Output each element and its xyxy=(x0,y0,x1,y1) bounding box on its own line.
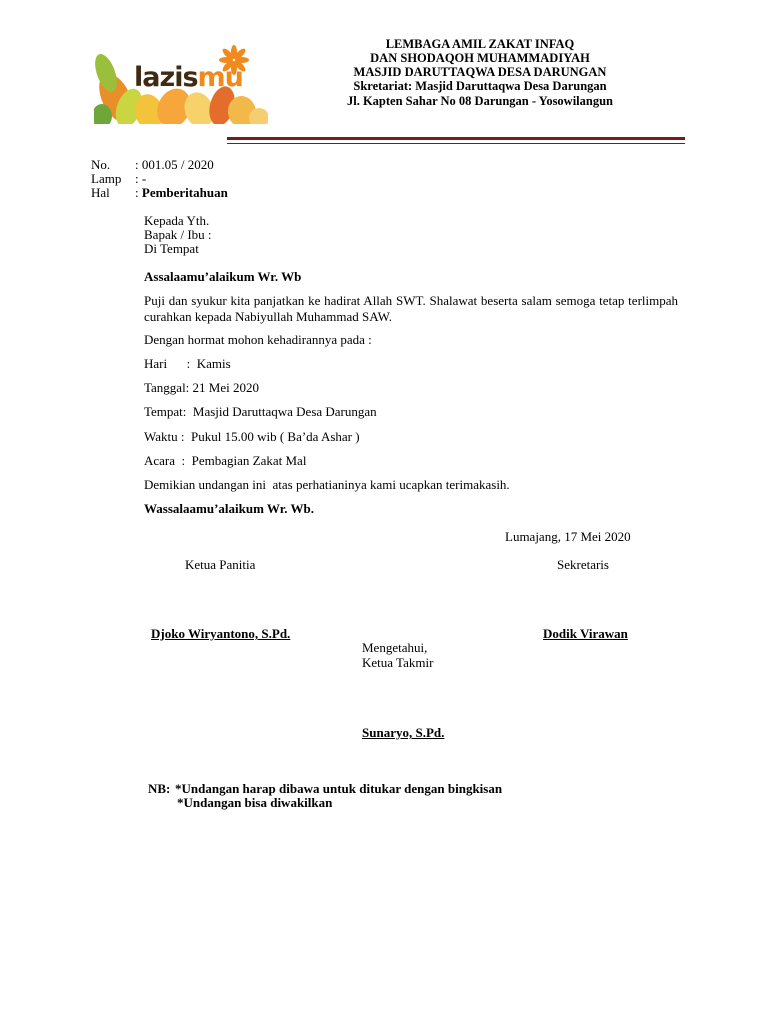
right-signer-name: Dodik Virawan xyxy=(543,626,628,641)
right-signer-title: Sekretaris xyxy=(557,557,609,572)
event-date: Tanggal: 21 Mei 2020 xyxy=(144,380,259,395)
number-value: : 001.05 / 2020 xyxy=(135,157,214,172)
request-line: Dengan hormat mohon kehadirannya pada : xyxy=(144,332,372,347)
subject-label: Hal xyxy=(91,185,110,200)
number-label: No. xyxy=(91,157,111,172)
center-signer-name: Sunaryo, S.Pd. xyxy=(362,725,445,740)
secretariat-line: Skretariat: Masjid Daruttaqwa Desa Darungan xyxy=(353,79,607,93)
acknowledge-line1: Mengetahui, xyxy=(362,640,428,655)
logo-wordmark xyxy=(134,62,243,93)
opening-paragraph: Puji dan syukur kita panjatkan ke hadirat Allah SWT. Shalawat beserta salam semoga tetap terlimpah curahkan kepada Nabiyullah Muhammad SAW. xyxy=(144,293,678,324)
org-name-line3: MASJID DARUTTAQWA DESA DARUNGAN xyxy=(353,65,607,79)
greeting: Assalaamu’alaikum Wr. Wb xyxy=(144,269,302,284)
recipient-line1: Kepada Yth. xyxy=(144,213,210,228)
left-signer-title: Ketua Panitia xyxy=(185,557,256,572)
logo-text-orange: mu xyxy=(197,62,243,93)
farewell: Wassalaamu’alaikum Wr. Wb. xyxy=(144,501,315,516)
event-day: Hari : Kamis xyxy=(144,356,231,371)
address-line: Jl. Kapten Sahar No 08 Darungan - Yosowilangun xyxy=(346,94,614,108)
closing-line: Demikian undangan ini atas perhatianinya kami ucapkan terimakasih. xyxy=(144,477,510,492)
note-item-1: *Undangan harap dibawa untuk ditukar dengan bingkisan xyxy=(175,781,503,796)
note-item-2: *Undangan bisa diwakilkan xyxy=(177,795,333,810)
event-place: Tempat: Masjid Daruttaqwa Desa Darungan xyxy=(144,404,377,419)
lazismu-logo xyxy=(94,38,268,124)
header-rule-thick xyxy=(227,137,685,140)
event-time: Waktu : Pukul 15.00 wib ( Ba’da Ashar ) xyxy=(144,429,360,444)
subject-value: Pemberitahuan xyxy=(141,185,228,200)
subject-line xyxy=(135,185,228,200)
logo-text-brown: lazis xyxy=(134,62,198,93)
subject-colon: : xyxy=(135,185,142,200)
acknowledge-line2: Ketua Takmir xyxy=(362,655,434,670)
header-rule-thin xyxy=(227,143,685,144)
org-name-line2: DAN SHODAQOH MUHAMMADIYAH xyxy=(370,51,590,65)
attachment-label: Lamp xyxy=(91,171,122,186)
place-date: Lumajang, 17 Mei 2020 xyxy=(505,529,631,544)
recipient-line2: Bapak / Ibu : xyxy=(144,227,212,242)
attachment-value: : - xyxy=(135,171,147,186)
org-name-line1: LEMBAGA AMIL ZAKAT INFAQ xyxy=(385,37,575,51)
note-label: NB: xyxy=(148,781,171,796)
left-signer-name: Djoko Wiryantono, S.Pd. xyxy=(151,626,291,641)
recipient-line3: Di Tempat xyxy=(144,241,199,256)
event-agenda: Acara : Pembagian Zakat Mal xyxy=(144,453,307,468)
